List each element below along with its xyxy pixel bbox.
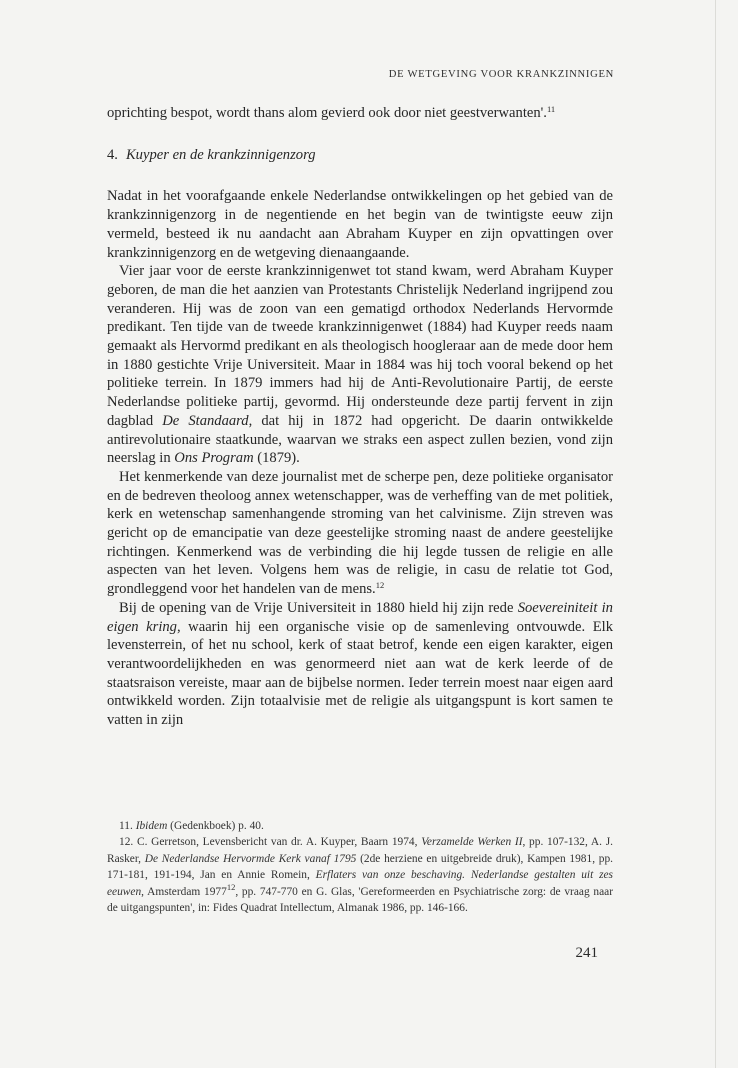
running-header: DE WETGEVING VOOR KRANKZINNIGEN [388,69,614,80]
paragraph-calvinism: Het kenmerkende van deze journalist met de scherpe pen, deze politieke organisator en de bedreven theoloog annex wetenschapper, was de verheffing van de met politiek, kerk en wetenschap samenhangende stroming van het calvinisme. Zijn streven was gericht op de emancipatie van deze geestelijke stroming naast de andere geestelijke richtingen. Kenmerkend was de verbinding die hij legde tussen de religie en alle aspecten van het leven. Volgens hem was de religie, in casu de relatie tot God, grondleggend voor het handelen van de mens.$^{12}$ [107,468,613,598]
page-number: 241 [575,945,598,961]
footnote-ref-12: 12 [375,580,385,591]
paragraph-intro: Nadat in het voorafgaande enkele Nederlandse ontwikkelingen op het gebied van de krankzinnigenzorg in de negentiende en het begin van de twintigste eeuw zijn vermeld, besteed ik nu aandacht aan Abraham Kuyper en zijn opvattingen over krankzinnigenzorg en de wetgeving dienaangaande. [107,188,613,261]
section-title: Kuyper en de krankzinnigenzorg [125,146,316,163]
paragraph-text: oprichting bespot, wordt thans alom gevierd ook door niet geestverwanten'. [107,105,547,121]
section-number: 4. [107,146,118,163]
section-heading [107,146,613,165]
footnote-ref-11: 11 [546,104,556,114]
title-soevereiniteit: Soevereiniteit in eigen kring [107,599,613,635]
footnotes [107,818,613,916]
main-text [107,104,613,730]
footnote-12: 12. C. Gerretson, Levensbericht van dr. A. Kuyper, Baarn 1974, Verzamelde Werken II, pp. 107-132, A. J. Rasker, De Nederlandse Hervormde Kerk vanaf 1795 (2de herziene en uitgebreide druk), Kampen 1981, pp. 171-181, 191-194, Jan en Annie Romein, Erflaters van onze beschaving. Nederlandse gestalten uit zes eeuwen, Amsterdam 1977$^{12}$, pp. 747-770 en G. Glas, 'Gereformeerden en Psychiatrische zorg: de vraag naar de uitgangspunten', in: Fides Quadrat Intellectum, Almanak 1986, pp. 146-166. [107,836,614,915]
title-de-standaard: De Standaard [162,412,249,429]
paragraph-kuyper-biography: Vier jaar voor de eerste krankzinnigenwet tot stand kwam, werd Abraham Kuyper geboren, de man die het aanzien van Protestants Christelijk Nederland ingrijpend zou veranderen. Hij was de zoon van een gematigd orthodox Nederlands Hervormde predikant. Ten tijde van de tweede krankzinnigenwet (1884) had Kuyper reeds naam gemaakt als Hervormd predikant en als theologisch hoogleraar aan de mede door hem in 1880 gestichte Vrije Universiteit. Maar in 1884 was hij toch vooral bekend op het politieke terrein. In 1879 immers had hij de Anti-Revolutionaire Partij, de eerste Nederlandse politieke partij, gevormd. Hij ondersteunde deze partij fervent in zijn dagblad De Standaard, dat hij in 1872 had opgericht. De daarin ontwikkelde antirevolutionaire staatkunde, waarvan we straks een aspect zullen bezien, vond zijn neerslag in Ons Program (1879). [107,263,613,467]
paragraph-soevereiniteit: Bij de opening van de Vrije Universiteit in 1880 hield hij zijn rede Soevereiniteit in eigen kring, waarin hij een organische visie op de samenleving ontvouwde. Elk levensterrein, of het nu school, kerk of staat betrof, kende een eigen karakter, eigen verantwoordelijkheden en was genormeerd niet aan wat de kerk leerde of de staatsraison vereiste, maar aan de bijbelse normen. Ieder terrein moest naar eigen aard ontwikkeld worden. Zijn totaalvisie met de religie als uitgangspunt is kort samen te vatten in zijn [107,599,613,729]
title-ons-program: Ons Program [174,450,254,467]
page-edge [715,0,716,1068]
footnote-11: 11. Ibidem (Gedenkboek) p. 40. [119,820,264,832]
paragraph-continuation [107,104,613,123]
